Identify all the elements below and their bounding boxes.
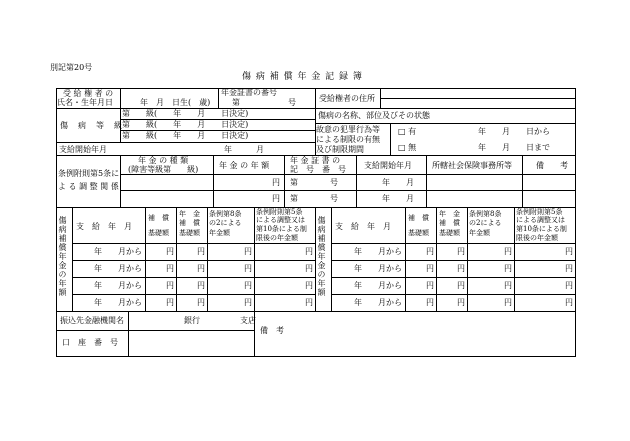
adjust-header-remarks: 備 考	[536, 161, 568, 170]
pay-row-left-1-yen-c: 円	[244, 247, 252, 256]
payment-start-label: 支給開始年月	[59, 145, 107, 154]
header-month-left: 支 給 年 月	[76, 222, 132, 231]
header-adjusted-right-1: 条例附則第5条	[516, 208, 563, 216]
header-pension-right-2: 補 償	[439, 219, 460, 227]
header-pension-right-3: 基礎額	[439, 229, 460, 237]
pay-row-left-1-yen-a: 円	[166, 247, 174, 256]
pay-row-right-1-yen-a: 円	[426, 247, 434, 256]
header-art8-left-3: 年金額	[209, 229, 230, 237]
bank-value: 銀行 支店	[184, 316, 256, 325]
header-adjusted-right-3: 第10条による制	[516, 225, 567, 233]
pay-row-left-3-from: 年 月から	[94, 281, 142, 290]
pay-row-left-2-yen-d: 円	[305, 264, 313, 273]
payment-start-value: 年 月	[224, 145, 264, 154]
header-art8-right-2: の2による	[469, 219, 502, 227]
pay-row-right-2-yen-a: 円	[426, 264, 434, 273]
pay-row-left-2-from: 年 月から	[94, 264, 142, 273]
pension-cert-no-template: 第 号	[232, 98, 296, 107]
grade-row-1: 第 級( 年 月 日決定)	[122, 109, 249, 118]
pay-row-right-2-yen-c: 円	[504, 264, 512, 273]
pay-row-left-1-yen-d: 円	[305, 247, 313, 256]
pay-row-left-4-from: 年 月から	[94, 298, 142, 307]
pay-row-right-2-yen-d: 円	[565, 264, 573, 273]
adjust-header-amount: 年 金 の 年 額	[219, 161, 270, 170]
pay-row-left-3-yen-a: 円	[166, 281, 174, 290]
form-title: 傷 病 補 償 年 金 記 録 簿	[242, 72, 363, 82]
header-pension-left-2: 補 償	[179, 219, 200, 227]
recipient-label-1: 受 給 権 者 の	[63, 89, 114, 98]
header-adjusted-left-3: 第10条による制	[256, 225, 307, 233]
crime-label-2: による制限の有無	[316, 135, 380, 144]
crime-yes-checkbox[interactable]: □ 有	[398, 127, 417, 136]
pay-row-left-4-yen-b: 円	[197, 298, 205, 307]
pay-row-left-3-yen-c: 円	[244, 281, 252, 290]
header-adjusted-right-2: による調整又は	[516, 216, 565, 224]
adjust-header-cert-1: 年 金 証 書 の	[290, 156, 341, 165]
recipient-address-label: 受給権者の住所	[319, 94, 375, 103]
remarks-label: 備 考	[260, 326, 284, 335]
pay-row-right-1-from: 年 月から	[354, 247, 402, 256]
pay-row-left-4-yen-d: 円	[305, 298, 313, 307]
header-comp-left-1: 補 償	[148, 214, 169, 222]
pay-row-right-3-yen-a: 円	[426, 281, 434, 290]
header-month-right: 支 給 年 月	[335, 222, 391, 231]
adjust-header-type-sub: (障害等級第 級)	[128, 165, 199, 174]
adjust-label-1: 条例附則第5条に	[58, 169, 120, 178]
header-pension-right-1: 年 金	[439, 210, 460, 218]
pay-row-right-3-yen-d: 円	[565, 281, 573, 290]
vertical-label-right: 傷病補償年金の年額	[317, 216, 326, 297]
pay-row-right-1-yen-b: 円	[457, 247, 465, 256]
pay-row-right-3-yen-b: 円	[457, 281, 465, 290]
adjust-row-1-no: 第 号	[290, 178, 338, 187]
adjust-row-1-ym: 年 月	[382, 178, 414, 187]
header-comp-left-2: 基礎額	[148, 229, 169, 237]
crime-from: 年 月 日から	[478, 127, 550, 136]
header-comp-right-2: 基礎額	[408, 229, 429, 237]
adjust-row-2-amount: 円	[272, 194, 280, 203]
form-number: 別記第20号	[50, 63, 93, 72]
pay-row-left-3-yen-d: 円	[305, 281, 313, 290]
header-adjusted-right-4: 限後の年金額	[516, 234, 558, 242]
recipient-label-2: 氏名・生年月日	[57, 98, 113, 107]
header-art8-left-2: の2による	[209, 219, 242, 227]
pay-row-left-1-yen-b: 円	[197, 247, 205, 256]
crime-no-checkbox[interactable]: □ 無	[398, 143, 417, 152]
header-art8-right-1: 条例第8条	[469, 210, 502, 218]
pay-row-right-4-yen-b: 円	[457, 298, 465, 307]
pension-cert-no-label: 年金証書の番号	[221, 88, 277, 97]
crime-label-3: 及び制限期間	[316, 145, 364, 154]
account-label: 口 座 番 号	[62, 338, 118, 347]
pay-row-right-3-yen-c: 円	[504, 281, 512, 290]
adjust-row-2-no: 第 号	[290, 194, 338, 203]
birth-date-template: 年 月 日生( 歳)	[140, 98, 211, 107]
adjust-header-type: 年 金 の 種 類	[138, 156, 189, 165]
pay-row-left-4-yen-a: 円	[166, 298, 174, 307]
pay-row-right-4-from: 年 月から	[354, 298, 402, 307]
pay-row-left-2-yen-a: 円	[166, 264, 174, 273]
pay-row-left-2-yen-c: 円	[244, 264, 252, 273]
grade-row-2: 第 級( 年 月 日決定)	[122, 120, 249, 129]
grade-row-3: 第 級( 年 月 日決定)	[122, 131, 249, 140]
crime-label-1: 故意の犯罪行為等	[316, 125, 380, 134]
pay-row-right-3-from: 年 月から	[354, 281, 402, 290]
header-pension-left-3: 基礎額	[179, 229, 200, 237]
pay-row-right-4-yen-c: 円	[504, 298, 512, 307]
adjust-row-1-amount: 円	[272, 178, 280, 187]
header-adjusted-left-1: 条例附則第5条	[256, 208, 303, 216]
adjust-header-cert-2: 記 号 番 号	[290, 165, 346, 174]
pay-row-left-4-yen-c: 円	[244, 298, 252, 307]
header-comp-right-1: 補 償	[408, 214, 429, 222]
injury-detail-label: 傷病の名称、部位及びその状態	[318, 111, 430, 120]
header-art8-left-1: 条例第8条	[209, 210, 242, 218]
header-adjusted-left-2: による調整又は	[256, 216, 305, 224]
pay-row-right-2-yen-b: 円	[457, 264, 465, 273]
injury-grade-label: 傷 病 等 級	[60, 121, 123, 130]
header-adjusted-left-4: 限後の年金額	[256, 234, 298, 242]
pay-row-right-2-from: 年 月から	[354, 264, 402, 273]
pay-row-left-3-yen-b: 円	[197, 281, 205, 290]
bank-label: 振込先金融機関名	[60, 316, 124, 325]
adjust-header-start: 支給開始年月	[364, 161, 412, 170]
pay-row-left-1-from: 年 月から	[94, 247, 142, 256]
crime-to: 年 月 日まで	[478, 143, 550, 152]
adjust-header-office: 所轄社会保険事務所等	[432, 161, 512, 170]
adjust-row-2-ym: 年 月	[382, 194, 414, 203]
pay-row-right-4-yen-a: 円	[426, 298, 434, 307]
vertical-label-left: 傷病補償年金の年額	[58, 216, 67, 297]
pay-row-right-1-yen-c: 円	[504, 247, 512, 256]
header-art8-right-3: 年金額	[469, 229, 490, 237]
pay-row-right-4-yen-d: 円	[565, 298, 573, 307]
pay-row-right-1-yen-d: 円	[565, 247, 573, 256]
adjust-label-2: よ る 調 整 関 係	[58, 182, 119, 191]
header-pension-left-1: 年 金	[179, 210, 200, 218]
pay-row-left-2-yen-b: 円	[197, 264, 205, 273]
